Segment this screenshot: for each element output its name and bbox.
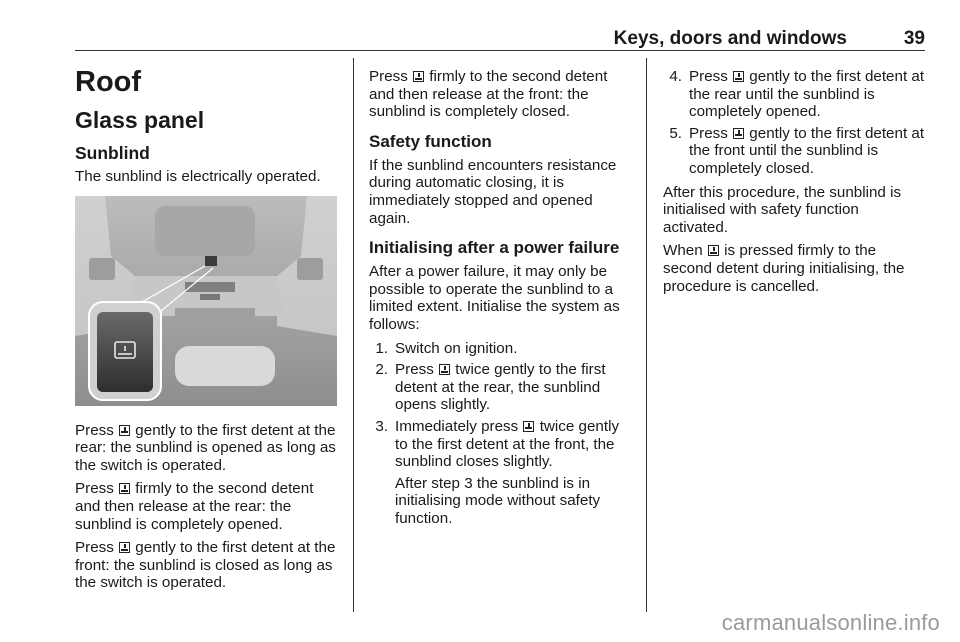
heading-safety-function: Safety function <box>369 131 492 151</box>
sunblind-switch-icon <box>439 364 450 375</box>
column-divider <box>646 58 647 612</box>
paragraph-gentle-front: Press gently to the first detent at the front: the sunblind is closed as long as the switch is operated. <box>75 539 336 592</box>
column-2 <box>369 60 634 533</box>
list-item: 2. Press twice gently to the first detent at the rear, the sunblind opens slightly. <box>375 361 606 414</box>
section-title: Keys, doors and windows <box>613 28 847 49</box>
page-header <box>75 28 925 51</box>
init-steps-list <box>369 340 634 528</box>
sunblind-switch-icon <box>708 245 719 256</box>
column-divider <box>353 58 354 612</box>
sunblind-switch-icon <box>733 71 744 82</box>
sunblind-switch-illustration <box>75 196 337 406</box>
page-number: 39 <box>903 28 925 49</box>
heading-initialising: Initialising after a power failure <box>369 238 620 258</box>
step3-note: After step 3 the sunblind is in initialising mode without safety function. <box>395 474 601 527</box>
paragraph-firm-rear: Press firmly to the second detent and then release at the rear: the sunblind is completely opened. <box>75 480 314 533</box>
list-item: 3. Immediately press twice gently to the first detent at the front, the sunblind closes slightly. After step 3 the sunblind is in initialising mode without safety function. <box>369 418 634 528</box>
list-item: 1. Switch on ignition. <box>375 339 518 357</box>
safety-text: If the sunblind encounters resistance during automatic closing, it is immediately stopped and opened again. <box>369 156 617 227</box>
heading-roof: Roof <box>75 66 142 98</box>
init-steps-list-continued <box>663 68 927 178</box>
after-procedure-text: After this procedure, the sunblind is initialised with safety function activated. <box>663 183 902 236</box>
watermark: carmanualsonline.info <box>721 610 940 635</box>
list-item: 5. Press gently to the first detent at the front until the sunblind is completely closed. <box>669 124 925 177</box>
list-item: 4. Press gently to the first detent at the rear until the sunblind is completely opened. <box>669 68 925 121</box>
heading-sunblind: Sunblind <box>75 143 150 163</box>
sunblind-switch-icon <box>523 421 534 432</box>
paragraph-firm-front: Press firmly to the second detent and then release at the front: the sunblind is completely closed. <box>369 68 608 121</box>
sunblind-switch-icon <box>413 71 424 82</box>
init-text: After a power failure, it may only be possible to operate the sunblind to a limited extent. Initialise the system as follows: <box>369 263 620 333</box>
sunblind-switch-icon <box>119 542 130 553</box>
column-3 <box>663 60 927 301</box>
intro-text: The sunblind is electrically operated. <box>75 168 321 185</box>
cancel-text: When is pressed firmly to the second detent during initialising, the procedure is cancelled. <box>663 242 905 295</box>
heading-glass-panel: Glass panel <box>75 107 205 133</box>
sunblind-switch-icon <box>119 425 130 436</box>
paragraph-gentle-rear: Press gently to the first detent at the rear: the sunblind is opened as long as the switch is operated. <box>75 421 336 474</box>
column-1 <box>75 60 337 598</box>
sunblind-switch-icon <box>119 483 130 494</box>
sunblind-switch-icon <box>733 128 744 139</box>
